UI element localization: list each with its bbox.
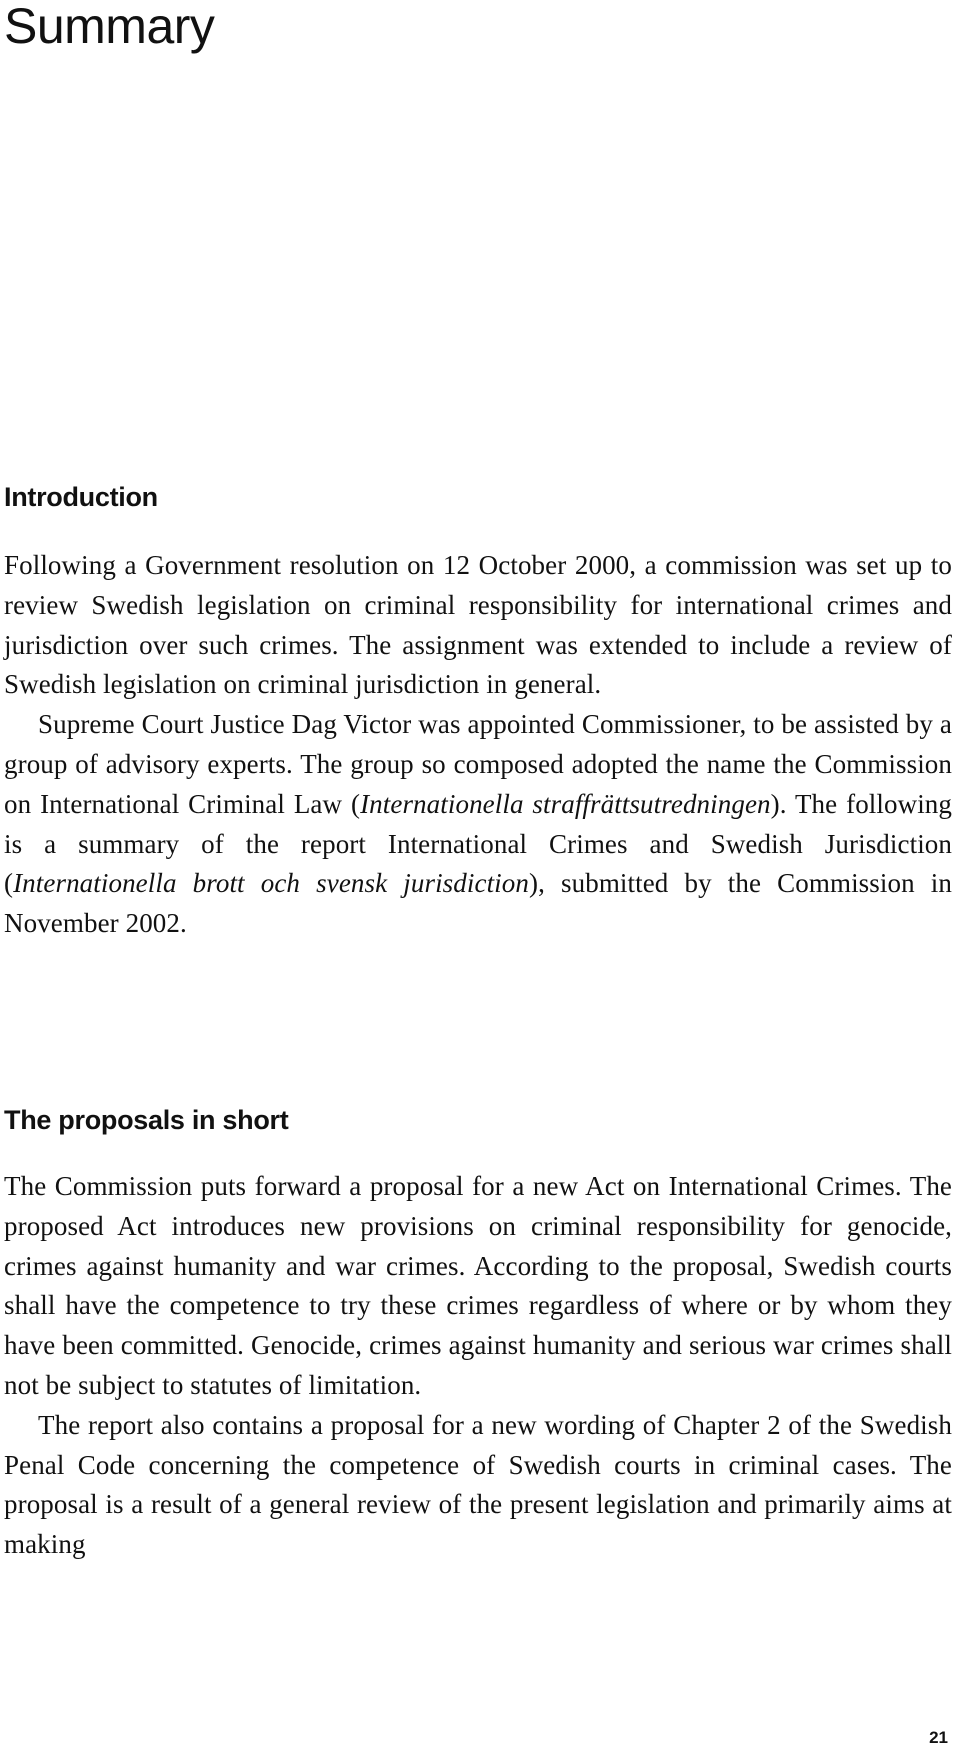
page-title: Summary [4,0,215,54]
proposals-body [4,1167,952,1565]
section-heading-proposals: The proposals in short [4,1105,289,1135]
introduction-paragraph-2-text-a: Supreme Court Justice Dag Victor was appointed Commissioner, to be assisted by a group of advisory experts. The group so composed adopted the name the Commission on International Criminal Law ( [4,709,952,819]
introduction-body [4,546,952,944]
commission-swedish-name: Internationella straffrättsutredningen [360,788,771,819]
proposals-paragraph-2: The report also contains a proposal for a new wording of Chapter 2 of the Swedish Penal Code concerning the competence of Swedish courts in criminal cases. The proposal is a result of a general review of the present legislation and primarily aims at making [4,1409,952,1560]
page-number: 21 [929,1728,948,1747]
proposals-paragraph-1: The Commission puts forward a proposal for a new Act on International Crimes. The proposed Act introduces new provisions on criminal responsibility for genocide, crimes against humanity and war crimes. According to the proposal, Swedish courts shall have the competence to try these crimes regardless of where or by whom they have been committed. Genocide, crimes against humanity and serious war crimes shall not be subject to statutes of limitation. [4,1171,952,1400]
introduction-paragraph-2-text-b: ). The following is a summary of the report International Crimes and Swedish Jurisdiction ( [4,788,953,899]
introduction-paragraph-2 [4,705,952,944]
report-swedish-title: Internationella brott och svensk jurisdiction [13,868,529,899]
section-heading-introduction: Introduction [4,482,158,512]
introduction-paragraph-1: Following a Government resolution on 12 October 2000, a commission was set up to review Swedish legislation on criminal responsibility for international crimes and jurisdiction over such crimes. The assignment was extended to include a review of Swedish legislation on criminal jurisdiction in general. [4,550,952,700]
introduction-paragraph-2-text-c: ), submitted by the Commission in November 2002. [4,868,952,939]
